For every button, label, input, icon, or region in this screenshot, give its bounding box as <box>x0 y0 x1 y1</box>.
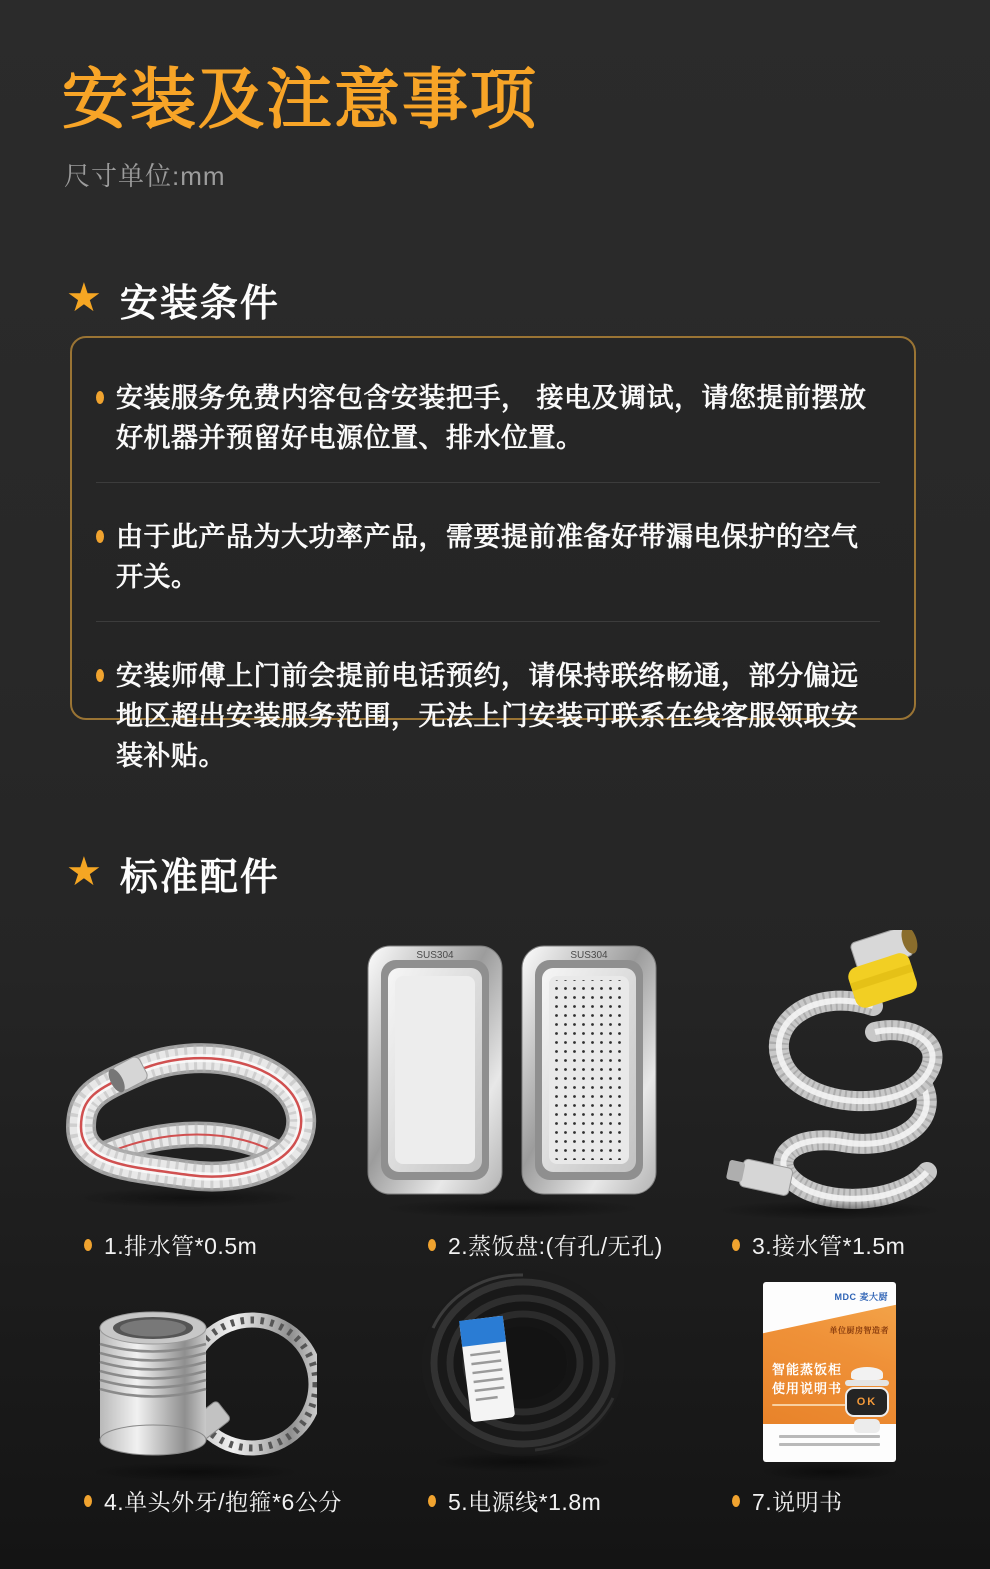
accessory-label-text: 5.电源线*1.8m <box>448 1489 602 1515</box>
tray-marking: SUS304 <box>570 950 608 961</box>
cable-coil <box>426 1274 620 1452</box>
tray-marking: SUS304 <box>416 950 454 961</box>
bullet-dot-icon <box>84 1239 92 1251</box>
install-conditions-header <box>66 272 280 327</box>
steam-trays-image <box>362 930 662 1210</box>
ground-shadow <box>715 1200 945 1220</box>
ground-shadow <box>380 1198 645 1218</box>
star-icon: ★ <box>66 275 102 320</box>
accessory-label <box>732 1484 843 1517</box>
water-hose-image <box>703 930 958 1220</box>
robot-hat-brim <box>845 1380 889 1386</box>
unit-note: 尺寸单位:mm <box>64 161 226 191</box>
water-hose-illustration <box>725 930 933 1199</box>
manual-title-line2: 使用说明书 <box>772 1381 843 1397</box>
bullet-dot-icon <box>428 1495 436 1507</box>
accessory-label <box>732 1228 905 1261</box>
ground-shadow <box>430 1452 615 1472</box>
accessory-label <box>428 1484 601 1517</box>
tray-perforated <box>522 946 656 1194</box>
manual-tagline: 单位厨房智造者 <box>829 1326 889 1336</box>
power-cable-image <box>415 1268 630 1463</box>
tray-plain <box>368 946 502 1194</box>
accessory-label <box>428 1228 663 1261</box>
bullet-dot-icon <box>96 530 104 543</box>
ground-shadow <box>760 1462 900 1482</box>
ground-shadow <box>70 1188 310 1208</box>
bullet-dot-icon <box>84 1495 92 1507</box>
robot-hat <box>851 1367 883 1380</box>
divider <box>96 482 880 483</box>
robot-body <box>854 1419 880 1433</box>
fitting-clamp-image <box>72 1276 317 1481</box>
manual-brand-logo: MDC 麦大厨 <box>834 1292 888 1302</box>
install-note-text: 安装服务免费内容包含安装把手， 接电及调试，请您提前摆放好机器并预留好电源位置、排水位置。 <box>116 383 867 453</box>
divider <box>96 621 880 622</box>
manual-caption-line <box>772 1404 846 1407</box>
install-note <box>96 656 880 776</box>
install-conditions-box <box>70 336 916 771</box>
accessory-label-text: 7.说明书 <box>752 1489 843 1515</box>
robot-mascot-icon <box>843 1367 891 1433</box>
manual-title-line1: 智能蒸饭柜 <box>772 1362 843 1378</box>
drain-hose-image <box>45 1015 335 1210</box>
manual-image <box>763 1282 896 1462</box>
accessory-label-text: 4.单头外牙/抱箍*6公分 <box>104 1489 342 1515</box>
bullet-dot-icon <box>96 391 104 404</box>
accessory-label-text: 1.排水管*0.5m <box>104 1233 258 1259</box>
bullet-dot-icon <box>96 669 104 682</box>
manual-footer-line <box>779 1435 880 1438</box>
standard-accessories-title: 标准配件 <box>119 857 280 899</box>
install-note-text: 安装师傅上门前会提前电话预约，请保持联络畅通，部分偏远地区超出安装服务范围，无法上门安装可联系在线客服领取安装补贴。 <box>116 661 859 771</box>
install-note-text: 由于此产品为大功率产品，需要提前准备好带漏电保护的空气开关。 <box>116 522 859 592</box>
threaded-fitting <box>100 1312 206 1455</box>
accessory-label-text: 3.接水管*1.5m <box>752 1233 906 1259</box>
accessory-label <box>84 1484 342 1517</box>
manual-title <box>772 1361 842 1399</box>
install-note <box>96 378 880 458</box>
manual-footer-line <box>779 1443 880 1446</box>
page-title: 安装及注意事项 <box>62 62 538 136</box>
ground-shadow <box>90 1462 300 1482</box>
accessory-label-text: 2.蒸饭盘:(有孔/无孔) <box>448 1233 663 1259</box>
bullet-dot-icon <box>732 1495 740 1507</box>
bullet-dot-icon <box>428 1239 436 1251</box>
robot-face: OK <box>845 1387 889 1417</box>
standard-accessories-header <box>66 846 280 901</box>
install-conditions-title: 安装条件 <box>119 283 280 325</box>
accessory-label <box>84 1228 257 1261</box>
bullet-dot-icon <box>732 1239 740 1251</box>
drain-hose-illustration <box>81 1055 301 1177</box>
star-icon: ★ <box>66 849 102 894</box>
install-note <box>96 517 880 597</box>
